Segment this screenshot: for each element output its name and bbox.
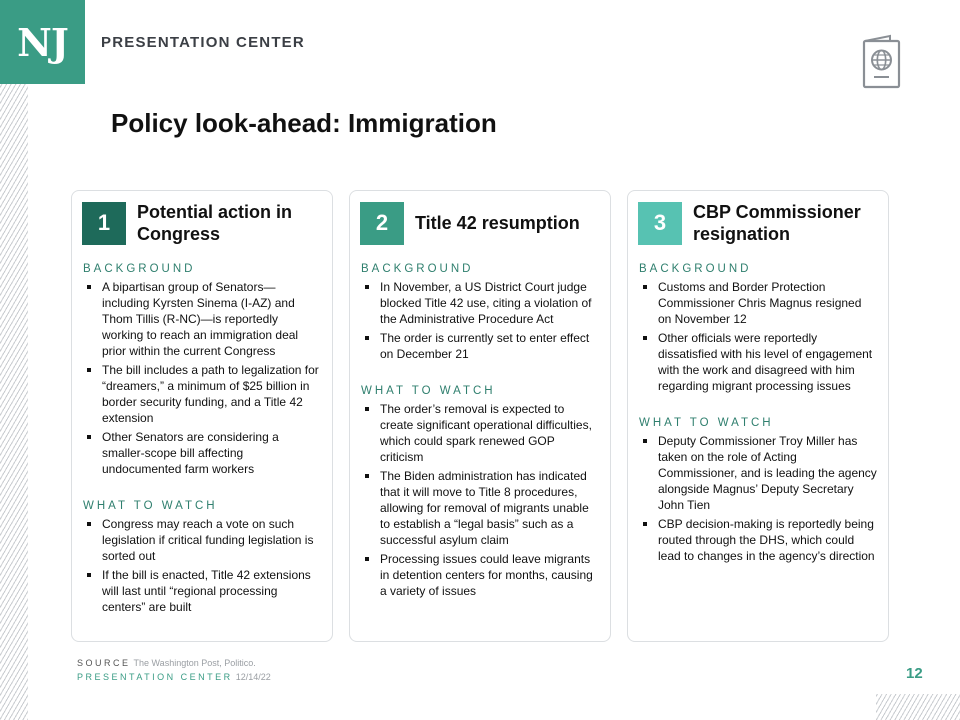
- footer-date: 12/14/22: [235, 672, 271, 682]
- list-item: Customs and Border Protection Commissioner Chris Magnus resigned on November 12: [639, 279, 878, 327]
- what-to-watch-label: WHAT TO WATCH: [639, 417, 774, 429]
- card-body: [639, 262, 878, 567]
- decorative-stripes-bottom-right: [876, 694, 960, 720]
- page-title: Policy look-ahead: Immigration: [111, 108, 497, 138]
- what-to-watch-label: WHAT TO WATCH: [361, 385, 496, 397]
- card-number-badge: 3: [638, 202, 682, 245]
- card-number-badge: 2: [360, 202, 404, 245]
- list-item: Deputy Commissioner Troy Miller has taken on the role of Acting Commissioner, and is leading the agency alongside Magnus’ Deputy Secretary John Tien: [639, 433, 878, 513]
- background-label: BACKGROUND: [83, 263, 196, 275]
- logo-text: NJ: [17, 19, 68, 65]
- list-item: The bill includes a path to legalization for “dreamers,” a minimum of $25 billion in border security funding, and a Title 42 extension: [83, 362, 322, 426]
- background-list: [639, 279, 878, 394]
- list-item: A bipartisan group of Senators—including Kyrsten Sinema (I-AZ) and Thom Tillis (R-NC)—is reportedly working to reach an immigration deal prior within the current Congress: [83, 279, 322, 359]
- watch-list: [83, 516, 322, 615]
- list-item: The Biden administration has indicated that it will move to Title 8 procedures, allowing for removal of migrants unable to establish a “legal basis” such as a successful asylum claim: [361, 468, 600, 548]
- card-title: CBP Commissioner resignation: [693, 202, 861, 244]
- presentation-center-label: PRESENTATION CENTER: [77, 672, 233, 682]
- list-item: The order’s removal is expected to create significant operational difficulties, which could spark renewed GOP criticism: [361, 401, 600, 465]
- brand-name: PRESENTATION CENTER: [101, 34, 305, 51]
- card-congress-action: [71, 190, 333, 642]
- card-header: [82, 201, 326, 245]
- source-label: SOURCE: [77, 658, 131, 668]
- card-header: [360, 201, 604, 245]
- list-item: The order is currently set to enter effect on December 21: [361, 330, 600, 362]
- watch-list: [361, 401, 600, 599]
- footer-presentation-center: [77, 672, 271, 682]
- what-to-watch-label: WHAT TO WATCH: [83, 500, 218, 512]
- list-item: Other Senators are considering a smaller-scope bill affecting undocumented farm workers: [83, 429, 322, 477]
- footer-source: [77, 658, 256, 668]
- list-item: Processing issues could leave migrants in detention centers for months, causing a variety of issues: [361, 551, 600, 599]
- card-number-badge: 1: [82, 202, 126, 245]
- background-label: BACKGROUND: [639, 263, 752, 275]
- card-title-42: [349, 190, 611, 642]
- nj-logo: [0, 0, 85, 84]
- background-list: [83, 279, 322, 477]
- list-item: Other officials were reportedly dissatisfied with his level of engagement with the work and disagreed with him regarding migrant processing issues: [639, 330, 878, 394]
- card-title: Title 42 resumption: [415, 213, 580, 233]
- card-cbp-resignation: [627, 190, 889, 642]
- card-title: Potential action in Congress: [137, 202, 293, 244]
- card-header: [638, 201, 882, 245]
- list-item: If the bill is enacted, Title 42 extensions will last until “regional processing centers” are built: [83, 567, 322, 615]
- source-text: The Washington Post, Politico.: [133, 658, 256, 668]
- passport-icon: [860, 33, 902, 89]
- card-body: [361, 262, 600, 602]
- card-body: [83, 262, 322, 618]
- list-item: CBP decision-making is reportedly being routed through the DHS, which could lead to changes in the agency’s direction: [639, 516, 878, 564]
- list-item: In November, a US District Court judge blocked Title 42 use, citing a violation of the Administrative Procedure Act: [361, 279, 600, 327]
- page-number: 12: [906, 665, 923, 682]
- list-item: Congress may reach a vote on such legislation if critical funding legislation is sorted out: [83, 516, 322, 564]
- decorative-stripes-left: [0, 84, 28, 720]
- background-list: [361, 279, 600, 362]
- watch-list: [639, 433, 878, 564]
- background-label: BACKGROUND: [361, 263, 474, 275]
